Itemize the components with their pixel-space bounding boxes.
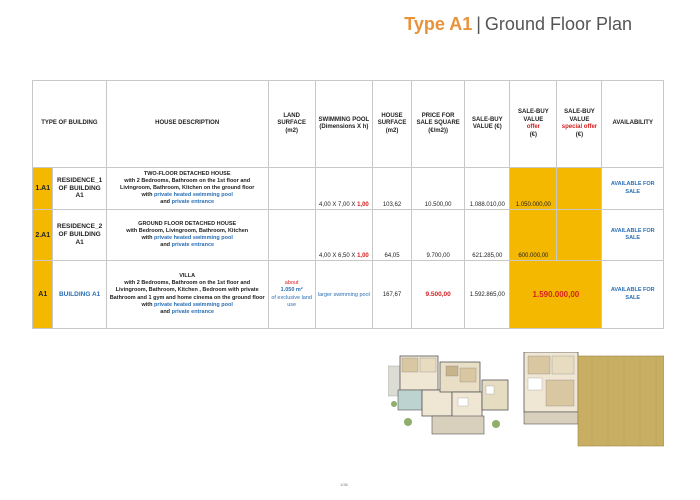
- header-house-surface: HOUSE SURFACE (m2): [373, 81, 412, 168]
- description-features: [109, 302, 266, 309]
- row-pool: [315, 210, 372, 261]
- description-features: [109, 235, 266, 242]
- entrance-prefix: and: [160, 308, 171, 315]
- row-sale-value: 621.285,00: [465, 210, 510, 261]
- row-price-sqm: 10.500,00: [411, 168, 464, 210]
- row-availability: AVAILABLE FOR SALE: [602, 261, 664, 329]
- entrance-text: private entrance: [171, 199, 215, 206]
- table-row: [33, 261, 664, 329]
- row-house-surface: 64,05: [373, 210, 412, 261]
- title-rest: Ground Floor Plan: [484, 14, 632, 34]
- header-offer: [510, 81, 557, 168]
- row-special-offer: [557, 210, 602, 261]
- row-code: 2.A1: [33, 210, 53, 261]
- features-pool: private heated swimming pool: [154, 235, 233, 241]
- row-availability: AVAILABLE FOR SALE: [602, 210, 664, 261]
- header-type: TYPE OF BUILDING: [33, 81, 107, 168]
- entrance-text: private entrance: [171, 242, 215, 249]
- header-special-label: SALE-BUY VALUE: [564, 109, 595, 123]
- features-pool: private heated swimming pool: [154, 301, 233, 308]
- row-building: BUILDING A1: [53, 261, 106, 329]
- pool-height: 1,00: [357, 202, 369, 208]
- entrance-prefix: and: [160, 199, 171, 206]
- header-special-unit: (€): [575, 131, 584, 138]
- description-entrance: [109, 309, 266, 316]
- description-heading: TWO-FLOOR DETACHED HOUSE: [143, 170, 231, 177]
- row-land: [268, 261, 315, 329]
- page-number: 1/36: [340, 482, 348, 487]
- row-price-sqm: 9.500,00: [411, 261, 464, 329]
- features-prefix: with: [141, 301, 153, 308]
- header-land: LAND SURFACE (m2): [268, 81, 315, 168]
- land-use: of exclusive land use: [271, 294, 312, 308]
- description-heading: GROUND FLOOR DETACHED HOUSE: [138, 220, 237, 227]
- header-offer-label: SALE-BUY VALUE: [518, 109, 549, 123]
- features-pool: private heated swimming pool: [154, 192, 233, 199]
- row-description: [106, 210, 268, 261]
- row-house-surface: 167,67: [373, 261, 412, 329]
- row-special-offer: [557, 168, 602, 210]
- row-availability: AVAILABLE FOR SALE: [602, 168, 664, 210]
- features-prefix: with: [141, 192, 153, 199]
- pricing-table: [32, 80, 664, 329]
- row-building: RESIDENCE_1 OF BUILDING A1: [53, 168, 106, 210]
- pool-height: 1,00: [357, 253, 369, 259]
- description-body: with Bedroom, Livingroom, Bathroom, Kitchen: [126, 227, 249, 234]
- title-separator: |: [476, 14, 481, 34]
- pool-dimensions: 4,00 X 6,50 X: [319, 253, 356, 259]
- row-sale-value: 1.592.865,00: [465, 261, 510, 329]
- description-heading: VILLA: [179, 273, 196, 280]
- pool-dimensions: 4,00 X 7,00 X: [319, 202, 356, 208]
- row-building: RESIDENCE_2 OF BUILDING A1: [53, 210, 106, 261]
- floor-plan-right: [524, 352, 664, 446]
- header-offer-unit: (€): [529, 131, 538, 138]
- page-title: [404, 14, 632, 35]
- row-description: [106, 168, 268, 210]
- row-pool: larger swimming pool: [315, 261, 372, 329]
- table-header-row: [33, 81, 664, 168]
- floor-plan-left: [388, 356, 508, 434]
- row-land: [268, 168, 315, 210]
- description-entrance: [109, 199, 266, 206]
- row-land: [268, 210, 315, 261]
- description-features: [109, 192, 266, 199]
- row-house-surface: 103,62: [373, 168, 412, 210]
- table-row: [33, 168, 664, 210]
- features-prefix: with: [141, 235, 153, 241]
- header-pool: SWIMMING POOL (Dimensions X h): [315, 81, 372, 168]
- land-about: about: [284, 280, 299, 287]
- entrance-text: private entrance: [171, 308, 215, 315]
- row-code: A1: [33, 261, 53, 329]
- row-code: 1.A1: [33, 168, 53, 210]
- row-description: [106, 261, 268, 329]
- title-type: Type A1: [404, 14, 473, 34]
- row-offer: 1.050.000,00: [510, 168, 557, 210]
- header-description: HOUSE DESCRIPTION: [106, 81, 268, 168]
- table-row: [33, 210, 664, 261]
- row-offer: 600.000,00: [510, 210, 557, 261]
- header-price-sqm: PRICE FOR SALE SQUARE (€/m2)): [411, 81, 464, 168]
- header-special-offer: [557, 81, 602, 168]
- row-sale-value: 1.088.010,00: [465, 168, 510, 210]
- header-availability: AVAILABILITY: [602, 81, 664, 168]
- entrance-prefix: and: [160, 242, 171, 249]
- description-body: with 2 Bedrooms, Bathroom on the 1st floor and Livingroom, Bathroom, Kitchen , Bedroom with private Bathroom and 1 gym and home cinema on the ground floor: [109, 280, 265, 301]
- row-pool: [315, 168, 372, 210]
- description-entrance: [109, 242, 266, 249]
- floor-plan-illustrations: [388, 352, 664, 448]
- row-offer-merged: 1.590.000,00: [510, 261, 602, 329]
- description-body: with 2 Bedrooms, Bathroom on the 1st floor and Livingroom, Bathroom, Kitchen on the ground floor: [119, 177, 255, 191]
- header-offer-tag: offer: [526, 124, 541, 130]
- header-sale-value: SALE-BUY VALUE (€): [465, 81, 510, 168]
- land-area: 1.050 m²: [280, 287, 303, 294]
- row-price-sqm: 9.700,00: [411, 210, 464, 261]
- header-special-tag: special offer: [561, 124, 598, 130]
